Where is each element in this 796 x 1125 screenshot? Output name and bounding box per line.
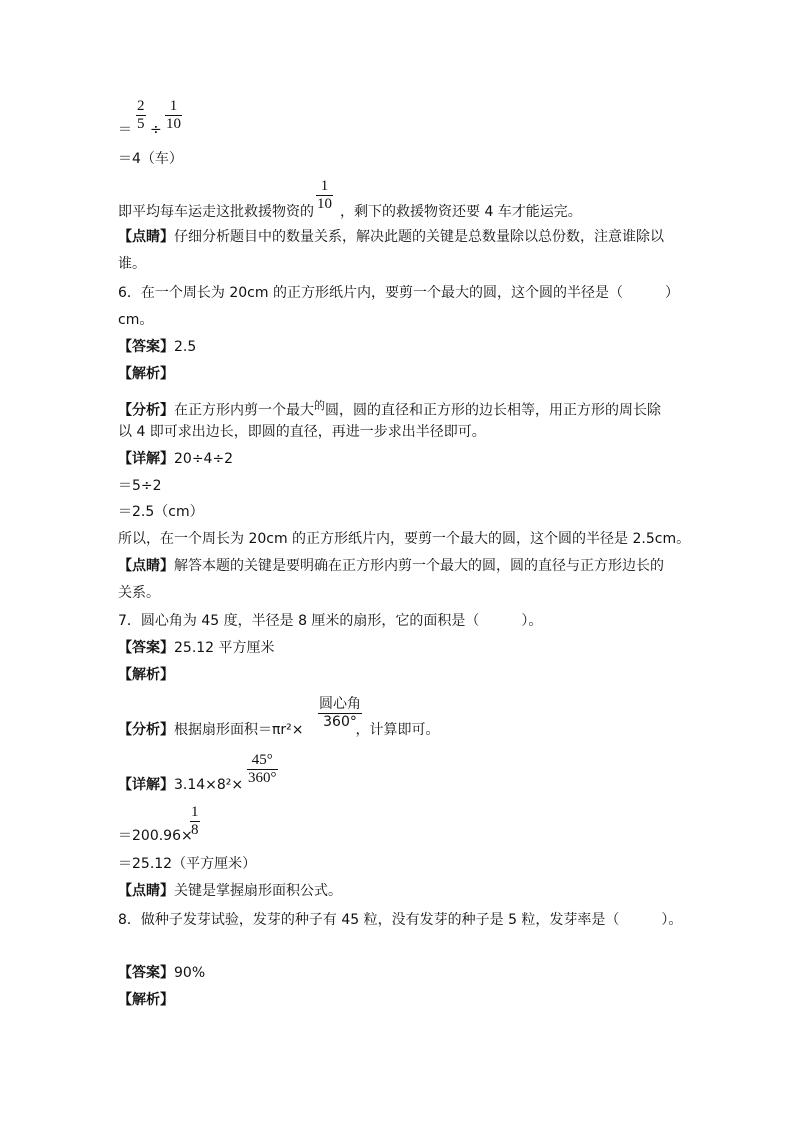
fraction-2-5 — [136, 98, 146, 133]
analysis-text-a: 根据扇形面积＝πr²× — [174, 722, 304, 738]
tip-6-line-2: 关系。 — [118, 585, 160, 601]
tip-line-2: 谁。 — [118, 256, 146, 272]
detail-tag: 【详解】 — [118, 451, 174, 467]
equals-sign: ＝ — [118, 122, 132, 138]
fraction-45-360 — [247, 752, 278, 787]
detail-7-step-2: ＝25.12（平方厘米） — [118, 856, 257, 872]
numerator: 1 — [191, 804, 199, 820]
tip-line — [118, 228, 664, 246]
tip-tag: 【点睛】 — [118, 883, 174, 899]
detail-6 — [118, 450, 233, 468]
analysis-text-a: 在正方形内剪一个最大 — [174, 402, 314, 419]
tip-6 — [118, 557, 664, 575]
analysis-tag: 【分析】 — [118, 402, 174, 419]
conclusion-text-after: ，剩下的救援物资还要 4 车才能运完。 — [340, 204, 582, 220]
fraction-1-10-inline — [316, 178, 333, 213]
analysis-text-b: 圆，圆的直径和正方形的边长相等，用正方形的周长除 — [325, 402, 661, 419]
answer-value: 90% — [174, 965, 206, 981]
detail-6-conclusion: 所以，在一个周长为 20cm 的正方形纸片内，要剪一个最大的圆，这个圆的半径是 2.5cm。 — [118, 531, 691, 547]
answer-7 — [118, 639, 275, 657]
detail-6-step-1: ＝5÷2 — [118, 478, 162, 494]
tip-tag: 【点睛】 — [118, 229, 174, 245]
analysis-6 — [118, 397, 661, 420]
tip-tag: 【点睛】 — [118, 558, 174, 574]
denominator: 360° — [323, 714, 357, 730]
analysis-heading-8: 【解析】 — [118, 992, 174, 1008]
conclusion-line — [118, 203, 582, 221]
numerator: 1 — [320, 178, 329, 194]
detail-7 — [118, 776, 243, 794]
answer-tag: 【答案】 — [118, 965, 174, 981]
detail-tag: 【详解】 — [118, 777, 174, 793]
conclusion-text-before: 即平均每车运走这批救援物资的 — [118, 204, 314, 220]
question-8: 8．做种子发芽试验，发芽的种子有 45 粒，没有发芽的种子是 5 粒，发芽率是（ ）。 — [118, 912, 683, 928]
question-6-unit: cm。 — [118, 312, 154, 328]
answer-tag: 【答案】 — [118, 339, 174, 355]
denominator: 360° — [248, 770, 277, 786]
analysis-heading-6: 【解析】 — [118, 366, 174, 382]
detail-expr: 20÷4÷2 — [174, 451, 234, 467]
analysis-7 — [118, 721, 440, 739]
tip-text: 解答本题的关键是要明确在正方形内剪一个最大的圆，圆的直径与正方形边长的 — [174, 558, 664, 574]
analysis-heading-7: 【解析】 — [118, 667, 174, 683]
fraction-1-8 — [190, 804, 200, 839]
analysis-sup: 的 — [314, 399, 325, 412]
numerator: 45° — [251, 752, 273, 768]
denominator: 8 — [191, 822, 199, 838]
answer-value: 2.5 — [174, 339, 197, 355]
equation-line-1 — [118, 121, 132, 139]
analysis-tag: 【分析】 — [118, 722, 174, 738]
answer-6 — [118, 338, 196, 356]
answer-value: 25.12 平方厘米 — [174, 640, 275, 656]
analysis-text-b: ，计算即可。 — [355, 722, 440, 738]
numerator: 圆心角 — [319, 696, 361, 712]
detail-7-step-1: ＝200.96× — [118, 828, 193, 844]
denominator: 10 — [166, 116, 181, 132]
division-sign: ÷ — [150, 122, 162, 138]
denominator: 5 — [137, 116, 145, 132]
detail-expr: 3.14×8²× — [174, 777, 244, 793]
answer-8 — [118, 964, 205, 982]
question-7: 7．圆心角为 45 度，半径是 8 厘米的扇形，它的面积是（ ）。 — [118, 613, 543, 629]
numerator: 2 — [137, 98, 145, 114]
fraction-angle-360 — [318, 696, 362, 731]
tip-7 — [118, 882, 342, 900]
tip-text: 仔细分析题目中的数量关系，解决此题的关键是总数量除以总份数，注意谁除以 — [174, 229, 664, 245]
detail-6-step-2: ＝2.5（cm） — [118, 504, 204, 520]
fraction-1-10 — [165, 98, 182, 133]
answer-tag: 【答案】 — [118, 640, 174, 656]
tip-text: 关键是掌握扇形面积公式。 — [174, 883, 342, 899]
analysis-6-line-2: 以 4 即可求出边长，即圆的直径，再进一步求出半径即可。 — [118, 424, 486, 440]
question-6: 6．在一个周长为 20cm 的正方形纸片内，要剪一个最大的圆，这个圆的半径是（ ） — [118, 285, 679, 301]
numerator: 1 — [169, 98, 178, 114]
denominator: 10 — [317, 196, 332, 212]
result-line: ＝4（车） — [118, 151, 183, 167]
